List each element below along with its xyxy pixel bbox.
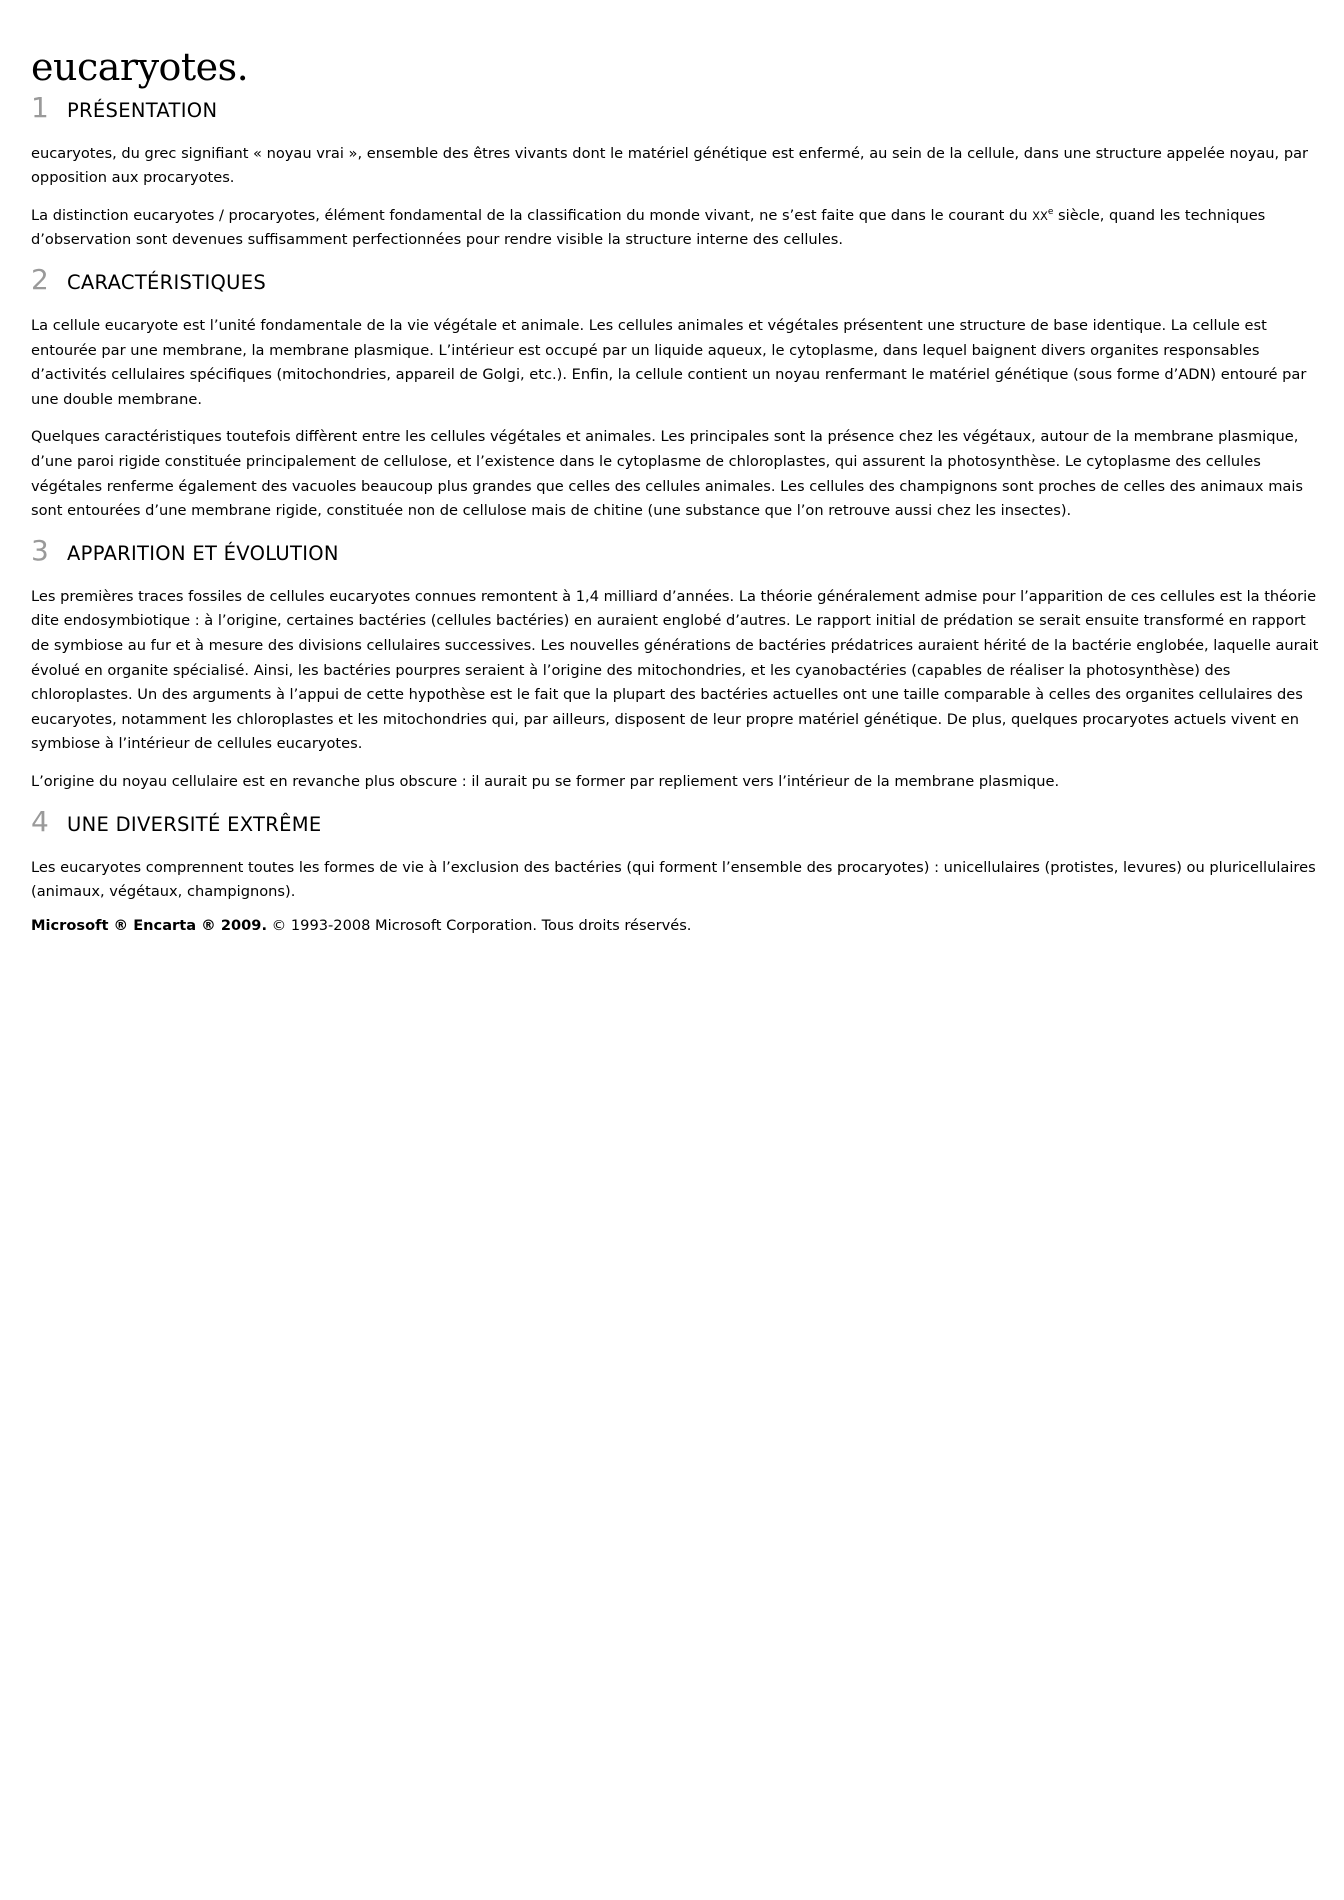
paragraph: La cellule eucaryote est l’unité fondamentale de la vie végétale et animale. Les cellules animales et végétales présentent une structure de base identique. La cellule est entourée par une membrane, la membrane plasmique. L’intérieur est occupé par un liquide aqueux, le cytoplasme, dans lequel baignent divers organites responsables d’activités cellulaires spécifiques (mitochondries, appareil de Golgi, etc.). Enfin, la cellule contient un noyau renfermant le matériel génétique (sous forme d’ADN) entouré par une double membrane. — [31, 317, 1307, 408]
paragraph-text: La distinction eucaryotes / procaryotes, élément fondamental de la classification du monde vivant, ne s’est faite que dans le courant du — [31, 206, 1033, 224]
section-title: PRÉSENTATION — [67, 98, 218, 122]
paragraph — [31, 204, 1321, 253]
article — [31, 46, 1321, 938]
century-numeral: XX — [1032, 208, 1048, 223]
section-number: 1 — [31, 90, 49, 124]
section-heading-caracteristiques — [31, 263, 1321, 297]
section-number: 4 — [31, 804, 49, 838]
section-title: CARACTÉRISTIQUES — [67, 271, 267, 295]
section-title: UNE DIVERSITÉ EXTRÊME — [67, 812, 322, 836]
paragraph: L’origine du noyau cellulaire est en revanche plus obscure : il aurait pu se former par repliement vers l’intérieur de la membrane plasmique. — [31, 772, 1060, 790]
section-heading-apparition — [31, 533, 1321, 567]
section-heading-presentation — [31, 90, 1321, 124]
source-label: Microsoft ® Encarta ® 2009. — [31, 916, 267, 934]
section-title: APPARITION ET ÉVOLUTION — [67, 541, 339, 565]
paragraph: Les eucaryotes comprennent toutes les formes de vie à l’exclusion des bactéries (qui forment l’ensemble des procaryotes) : unicellulaires (protistes, levures) ou pluricellulaires (animaux, végétaux, champignons). — [31, 858, 1316, 901]
copyright-text: © 1993-2008 Microsoft Corporation. Tous droits réservés. — [267, 916, 692, 934]
paragraph: Quelques caractéristiques toutefois diffèrent entre les cellules végétales et animales. Les principales sont la présence chez les végétaux, autour de la membrane plasmique, d’une paroi rigide constituée principalement de cellulose, et l’existence dans le cytoplasme de chloroplastes, qui assurent la photosynthèse. Le cytoplasme des cellules végétales renferme également des vacuoles beaucoup plus grandes que celles des cellules animales. Les cellules des champignons sont proches de celles des animaux mais sont entourées d’une membrane rigide, constituée non de cellulose mais de chitine (une substance que l’on retrouve aussi chez les insectes). — [31, 428, 1304, 520]
section-number: 3 — [31, 533, 49, 567]
paragraph-text: siècle, quand les techniques d’observation sont devenues suffisamment perfectionnées pour rendre visible la structure interne des cellules. — [31, 206, 1266, 249]
superscript: e — [1047, 206, 1054, 217]
section-number: 2 — [31, 263, 49, 297]
section-heading-diversite — [31, 804, 1321, 838]
article-title: eucaryotes. — [31, 45, 249, 89]
paragraph: eucaryotes, du grec signifiant « noyau vrai », ensemble des êtres vivants dont le matériel génétique est enfermé, au sein de la cellule, dans une structure appelée noyau, par opposition aux procaryotes. — [31, 144, 1309, 187]
paragraph: Les premières traces fossiles de cellules eucaryotes connues remontent à 1,4 milliard d’années. La théorie généralement admise pour l’apparition de ces cellules est la théorie dite endosymbiotique : à l’origine, certaines bactéries (cellules bactéries) en auraient englobé d’autres. Le rapport initial de prédation se serait ensuite transformé en rapport de symbiose au fur et à mesure des divisions cellulaires successives. Les nouvelles générations de bactéries prédatrices auraient hérité de la bactérie englobée, laquelle aurait évolué en organite spécialisé. Ainsi, les bactéries pourpres seraient à l’origine des mitochondries, et les cyanobactéries (capables de réaliser la photosynthèse) des chloroplastes. Un des arguments à l’appui de cette hypothèse est le fait que la plupart des bactéries actuelles ont une taille comparable à celles des organites cellulaires des eucaryotes, notamment les chloroplastes et les mitochondries qui, par ailleurs, disposent de leur propre matériel génétique. De plus, quelques procaryotes actuels vivent en symbiose à l’intérieur de cellules eucaryotes. — [31, 587, 1319, 753]
source-footer — [31, 914, 1321, 938]
